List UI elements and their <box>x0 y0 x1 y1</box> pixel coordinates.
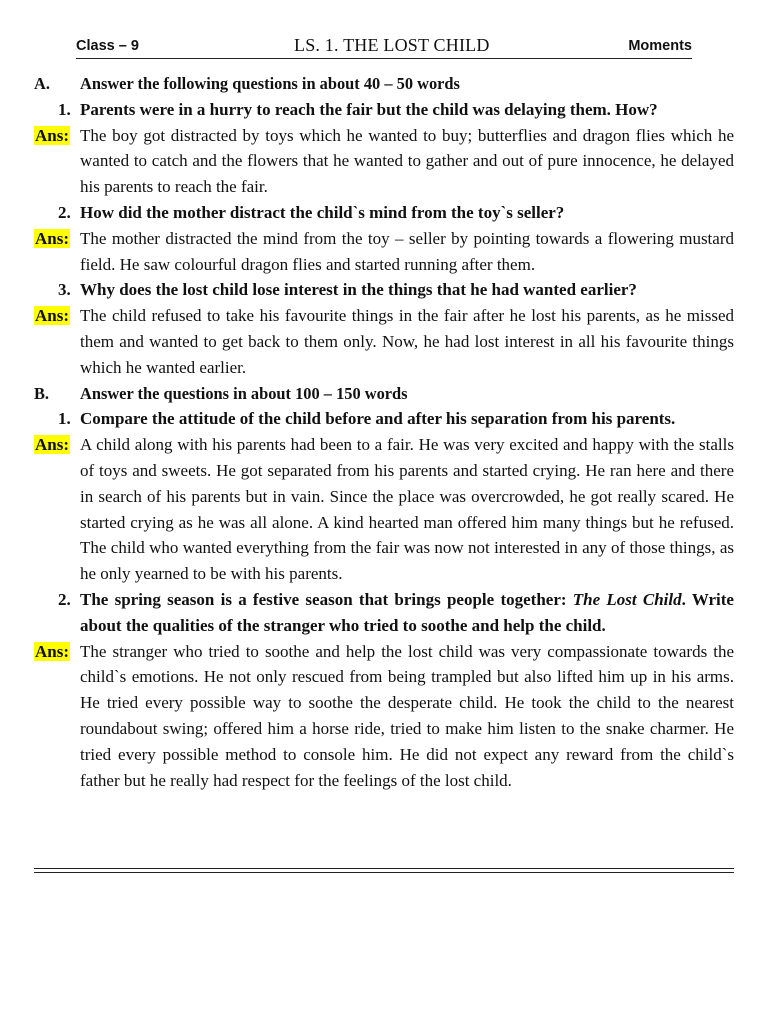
answer-text: The child refused to take his favourite things in the fair after he lost his parents, as he missed them and wanted to get back to them only. Now, he had lost interest in all his favourite things which he wanted earlier. <box>80 306 734 377</box>
answer-a2 <box>34 226 734 278</box>
section-instruction: Answer the following questions in about 40 – 50 words <box>80 74 460 93</box>
question-number: 2. <box>58 202 71 222</box>
ans-label: Ans: <box>35 228 70 248</box>
question-b1 <box>34 406 734 432</box>
section-instruction: Answer the questions in about 100 – 150 words <box>80 383 408 403</box>
answer-text: A child along with his parents had been to a fair. He was very excited and happy with the stalls of toys and sweets. He got separated from his parents and started crying. He ran here and there in search of his parents but in vain. Since the place was overcrowded, he got really scared. He started crying as he was all alone. A kind hearted man offered him many things but he refused. The child who wanted everything from the fair was now not interested in any of those things, as he only yearned to be with his parents. <box>80 435 734 584</box>
answer-a3 <box>34 303 734 380</box>
ans-label: Ans: <box>35 641 70 661</box>
section-letter: B. <box>34 383 50 403</box>
question-number: 3. <box>58 280 71 300</box>
answer-b1 <box>34 432 734 587</box>
class-label: Class – 9 <box>76 38 139 54</box>
answer-text: The stranger who tried to soothe and help the lost child was very compassionate towards the child`s emotions. He not only rescued from being trampled but also lifted him up in his arms. He tried every possible way to soothe the desperate child. He took the child to the nearest roundabout swing; offered him a horse ride, tried to make him listen to the snake charmer. He tried every possible method to console him. He did not expect any reward from the child`s father but he really had respect for the feelings of the lost child. <box>80 641 734 790</box>
question-text: How did the mother distract the child`s mind from the toy`s seller? <box>80 202 565 222</box>
ans-label: Ans: <box>35 306 70 326</box>
question-a1 <box>34 97 734 123</box>
story-title: The Lost Child <box>572 589 682 609</box>
ans-label: Ans: <box>35 125 70 145</box>
question-text <box>80 587 734 639</box>
book-name: Moments <box>628 38 692 54</box>
footer-divider-top <box>34 868 734 869</box>
question-text: Why does the lost child lose interest in the things that he had wanted earlier? <box>80 280 637 300</box>
section-b-heading <box>34 381 734 407</box>
page-header <box>76 36 692 60</box>
section-letter: A. <box>34 74 50 93</box>
question-text: Compare the attitude of the child before and after his separation from his parents. <box>80 409 676 429</box>
lesson-title: LS. 1. THE LOST CHILD <box>294 35 490 55</box>
worksheet-content <box>34 71 734 793</box>
question-b2 <box>34 587 734 639</box>
answer-b2 <box>34 639 734 794</box>
answer-a1 <box>34 123 734 200</box>
question-text-part2: . Write about the qualities of the stranger who tried to soothe and help the child. <box>80 589 734 635</box>
footer-divider-bottom <box>34 872 734 873</box>
question-number: 1. <box>58 409 71 429</box>
question-a3 <box>34 277 734 303</box>
section-a-heading <box>34 71 734 97</box>
question-text: Parents were in a hurry to reach the fair but the child was delaying them. How? <box>80 99 658 119</box>
ans-label: Ans: <box>35 435 70 455</box>
question-number: 2. <box>58 589 71 609</box>
question-text-part1: The spring season is a festive season that brings people together: <box>80 589 573 609</box>
answer-text: The mother distracted the mind from the toy – seller by pointing towards a flowering mustard field. He saw colourful dragon flies and started running after them. <box>80 228 734 274</box>
answer-text: The boy got distracted by toys which he wanted to buy; butterflies and dragon flies which he wanted to catch and the flowers that he wanted to gather and out of pure innocence, he delayed his parents to reach the fair. <box>80 125 734 197</box>
header-divider <box>76 58 692 59</box>
question-number: 1. <box>58 99 71 119</box>
question-a2 <box>34 200 734 226</box>
